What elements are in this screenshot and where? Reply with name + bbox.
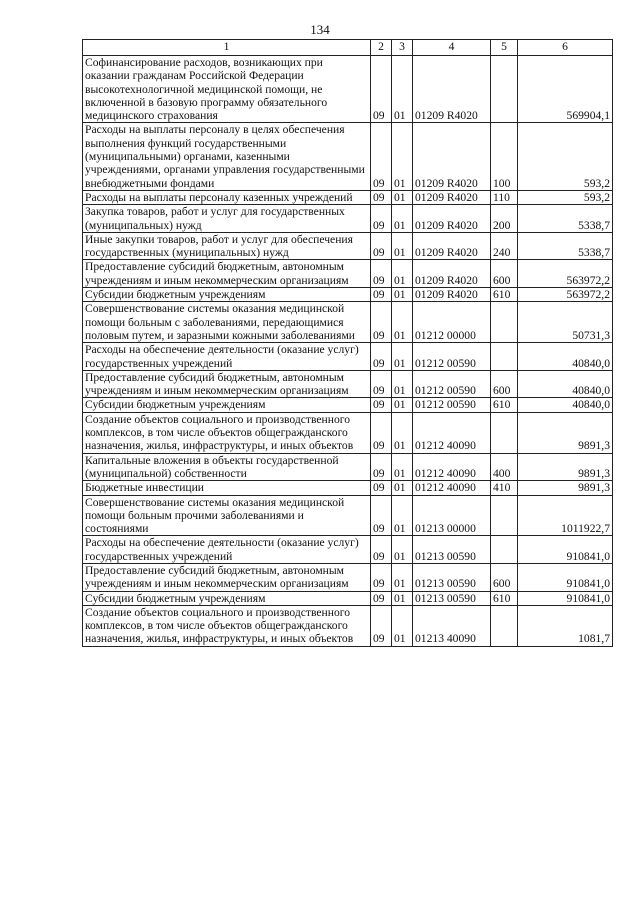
row-name: Совершенствование системы оказания медицинской помощи больным прочими заболеваниями и состояниями [83,495,371,536]
row-target-article: 01209 R4020 [413,56,491,123]
row-name: Иные закупки товаров, работ и услуг для обеспечения государственных (муниципальных) нужд [83,232,371,260]
row-subsection: 01 [392,495,413,536]
row-section: 09 [371,260,392,288]
row-section: 09 [371,563,392,591]
table-row [83,398,613,412]
row-section: 09 [371,398,392,412]
row-subsection: 01 [392,288,413,302]
row-amount: 593,2 [518,190,613,204]
row-name: Расходы на обеспечение деятельности (оказание услуг) государственных учреждений [83,343,371,371]
row-amount: 910841,0 [518,536,613,564]
row-expense-type: 610 [491,288,518,302]
row-subsection: 01 [392,56,413,123]
row-amount: 9891,3 [518,481,613,495]
row-amount: 593,2 [518,123,613,190]
row-section: 09 [371,412,392,453]
table-row [83,563,613,591]
row-subsection: 01 [392,481,413,495]
row-section: 09 [371,370,392,398]
table-row [83,481,613,495]
table-row [83,343,613,371]
row-section: 09 [371,605,392,646]
row-amount: 910841,0 [518,591,613,605]
row-expense-type [491,605,518,646]
table-row [83,536,613,564]
row-section: 09 [371,56,392,123]
row-expense-type: 110 [491,190,518,204]
row-name: Субсидии бюджетным учреждениям [83,591,371,605]
row-subsection: 01 [392,343,413,371]
row-subsection: 01 [392,453,413,481]
page-number: 134 [310,22,330,37]
row-name: Расходы на выплаты персоналу казенных учреждений [83,190,371,204]
row-section: 09 [371,495,392,536]
row-expense-type: 400 [491,453,518,481]
row-target-article: 01212 40090 [413,453,491,481]
table-row [83,232,613,260]
row-name: Предоставление субсидий бюджетным, автономным учреждениям и иным некоммерческим организациям [83,260,371,288]
table-row [83,495,613,536]
table-row [83,205,613,233]
row-name: Бюджетные инвестиции [83,481,371,495]
row-section: 09 [371,190,392,204]
row-target-article: 01209 R4020 [413,232,491,260]
row-subsection: 01 [392,398,413,412]
header-col-3: 3 [392,40,413,56]
table-row [83,190,613,204]
row-name: Расходы на обеспечение деятельности (оказание услуг) государственных учреждений [83,536,371,564]
row-subsection: 01 [392,412,413,453]
row-section: 09 [371,536,392,564]
row-target-article: 01209 R4020 [413,260,491,288]
row-expense-type: 100 [491,123,518,190]
row-name: Создание объектов социального и производственного комплексов, в том числе объектов общегражданского назначения, жилья, инфраструктуры, и иных объектов [83,605,371,646]
row-section: 09 [371,205,392,233]
row-expense-type: 200 [491,205,518,233]
header-col-4: 4 [413,40,491,56]
row-name: Капитальные вложения в объекты государственной (муниципальной) собственности [83,453,371,481]
row-subsection: 01 [392,605,413,646]
row-amount: 9891,3 [518,412,613,453]
row-expense-type: 600 [491,370,518,398]
table-row [83,123,613,190]
table-row [83,591,613,605]
row-name: Субсидии бюджетным учреждениям [83,398,371,412]
row-expense-type [491,302,518,343]
table-row [83,56,613,123]
row-target-article: 01212 00590 [413,398,491,412]
row-section: 09 [371,302,392,343]
row-section: 09 [371,288,392,302]
row-section: 09 [371,232,392,260]
table-row [83,302,613,343]
row-amount: 1081,7 [518,605,613,646]
row-name: Софинансирование расходов, возникающих при оказании гражданам Российской Федерации высокотехнологичной медицинской помощи, не включенной в базовую программу обязательного медицинского страхования [83,56,371,123]
row-target-article: 01213 00590 [413,563,491,591]
row-target-article: 01209 R4020 [413,288,491,302]
row-amount: 910841,0 [518,563,613,591]
row-name: Предоставление субсидий бюджетным, автономным учреждениям и иным некоммерческим организациям [83,563,371,591]
row-name: Субсидии бюджетным учреждениям [83,288,371,302]
header-col-5: 5 [491,40,518,56]
row-amount: 563972,2 [518,260,613,288]
row-name: Создание объектов социального и производственного комплексов, в том числе объектов общегражданского назначения, жилья, инфраструктуры, и иных объектов [83,412,371,453]
row-section: 09 [371,591,392,605]
row-target-article: 01213 00590 [413,536,491,564]
row-expense-type [491,412,518,453]
row-amount: 40840,0 [518,343,613,371]
table-row [83,370,613,398]
row-section: 09 [371,453,392,481]
header-col-6: 6 [518,40,613,56]
row-amount: 563972,2 [518,288,613,302]
row-target-article: 01212 00000 [413,302,491,343]
row-amount: 569904,1 [518,56,613,123]
row-amount: 40840,0 [518,398,613,412]
header-col-1: 1 [83,40,371,56]
row-expense-type: 600 [491,563,518,591]
row-name: Закупка товаров, работ и услуг для государственных (муниципальных) нужд [83,205,371,233]
row-target-article: 01213 40090 [413,605,491,646]
row-expense-type [491,56,518,123]
row-expense-type: 610 [491,591,518,605]
row-amount: 9891,3 [518,453,613,481]
table-row [83,288,613,302]
row-expense-type: 410 [491,481,518,495]
row-target-article: 01209 R4020 [413,123,491,190]
row-expense-type: 240 [491,232,518,260]
row-subsection: 01 [392,260,413,288]
row-subsection: 01 [392,232,413,260]
row-name: Предоставление субсидий бюджетным, автономным учреждениям и иным некоммерческим организациям [83,370,371,398]
table-row [83,605,613,646]
header-row [83,40,613,56]
row-expense-type [491,343,518,371]
row-amount: 50731,3 [518,302,613,343]
row-subsection: 01 [392,563,413,591]
budget-table [82,39,613,647]
row-section: 09 [371,343,392,371]
row-subsection: 01 [392,302,413,343]
header-col-2: 2 [371,40,392,56]
row-amount: 5338,7 [518,232,613,260]
row-target-article: 01213 00590 [413,591,491,605]
row-subsection: 01 [392,205,413,233]
row-target-article: 01212 00590 [413,343,491,371]
row-subsection: 01 [392,123,413,190]
row-target-article: 01209 R4020 [413,190,491,204]
row-target-article: 01209 R4020 [413,205,491,233]
row-amount: 1011922,7 [518,495,613,536]
row-section: 09 [371,123,392,190]
row-expense-type [491,536,518,564]
row-amount: 5338,7 [518,205,613,233]
table-row [83,453,613,481]
table-row [83,260,613,288]
row-subsection: 01 [392,536,413,564]
row-expense-type: 610 [491,398,518,412]
row-amount: 40840,0 [518,370,613,398]
row-target-article: 01212 40090 [413,481,491,495]
row-target-article: 01212 40090 [413,412,491,453]
row-section: 09 [371,481,392,495]
row-expense-type [491,495,518,536]
row-name: Совершенствование системы оказания медицинской помощи больным с заболеваниями, передающимися половым путем, и заразными кожными заболеваниями [83,302,371,343]
row-subsection: 01 [392,591,413,605]
row-target-article: 01212 00590 [413,370,491,398]
row-name: Расходы на выплаты персоналу в целях обеспечения выполнения функций государственными (муниципальными) органами, казенными учреждениями, органами управления государственными внебюджетными фондами [83,123,371,190]
row-target-article: 01213 00000 [413,495,491,536]
row-subsection: 01 [392,370,413,398]
row-subsection: 01 [392,190,413,204]
row-expense-type: 600 [491,260,518,288]
table-row [83,412,613,453]
